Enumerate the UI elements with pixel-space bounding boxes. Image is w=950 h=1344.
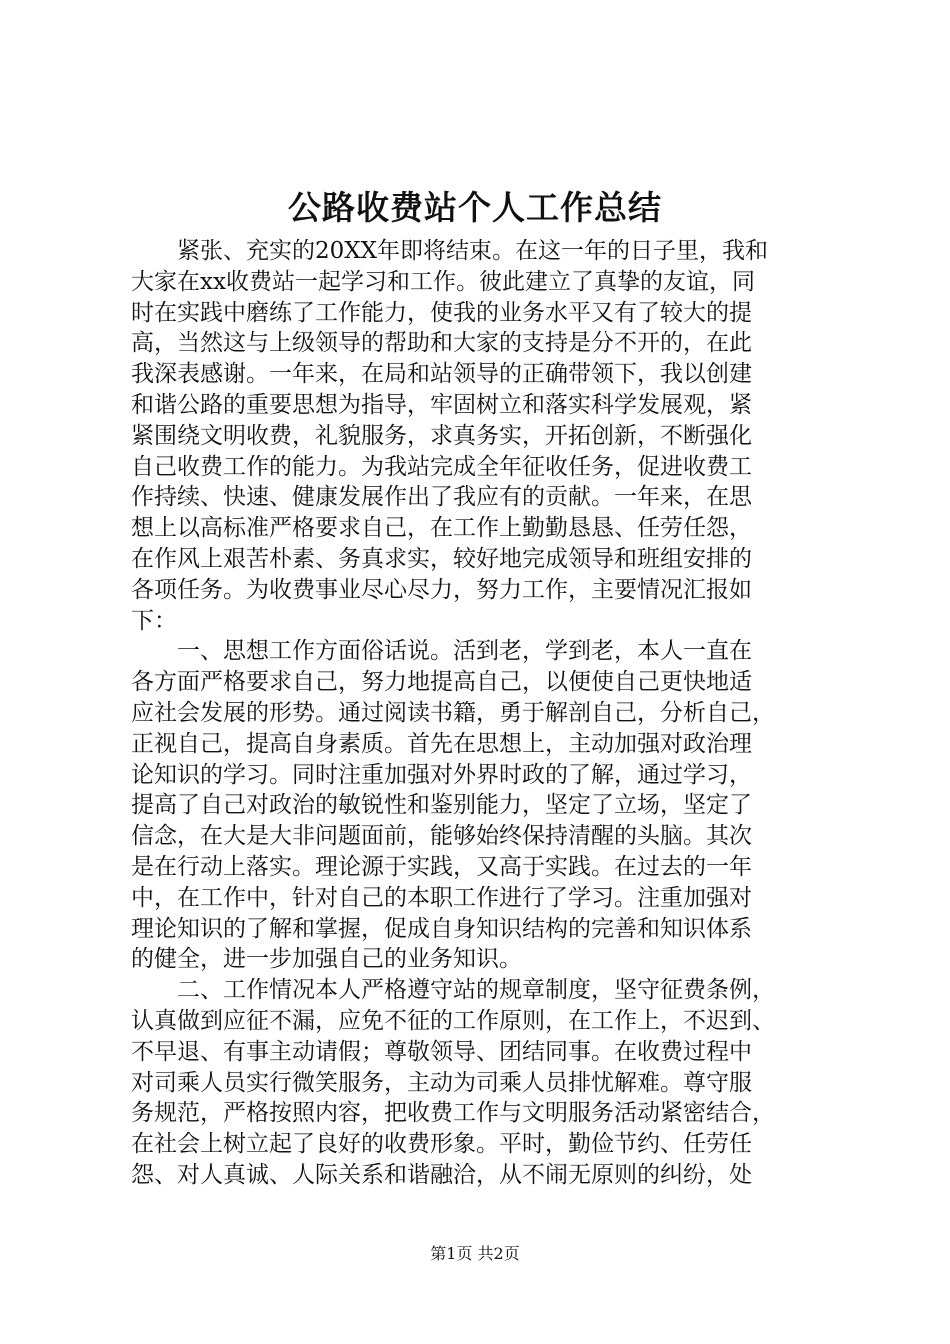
body-line: 的健全，进一步加强自己的业务知识。 (131, 946, 522, 973)
body-line: 二、工作情况本人严格遵守站的规章制度，坚守征费条例， (131, 977, 775, 1004)
body-line: 中，在工作中，针对自己的本职工作进行了学习。注重加强对 (131, 884, 752, 911)
body-line: 一、思想工作方面俗话说。活到老，学到老，本人一直在 (131, 638, 752, 665)
body-line: 和谐公路的重要思想为指导，牢固树立和落实科学发展观，紧 (131, 391, 752, 418)
body-line: 各项任务。为收费事业尽心尽力，努力工作，主要情况汇报如 (131, 576, 752, 603)
body-line: 高，当然这与上级领导的帮助和大家的支持是分不开的，在此 (131, 330, 752, 357)
body-line: 在作风上艰苦朴素、务真求实，较好地完成领导和班组安排的 (131, 545, 752, 572)
body-line: 紧张、充实的20XX年即将结束。在这一年的日子里，我和 (131, 238, 769, 264)
body-line: 理论知识的了解和掌握，促成自身知识结构的完善和知识体系 (131, 915, 752, 942)
page-footer: 第1页 共2页 (430, 1244, 520, 1263)
document-title: 公路收费站个人工作总结 (288, 188, 662, 227)
body-line: 提高了自己对政治的敏锐性和鉴别能力，坚定了立场，坚定了 (131, 792, 752, 819)
body-line: 对司乘人员实行微笑服务，主动为司乘人员排忧解难。尊守服 (131, 1069, 752, 1096)
body-line: 下： (131, 607, 177, 634)
body-line: 我深表感谢。一年来，在局和站领导的正确带领下，我以创建 (131, 361, 752, 388)
body-line: 认真做到应征不漏，应免不征的工作原则，在工作上，不迟到、 (131, 1007, 775, 1034)
body-line: 时在实践中磨练了工作能力，使我的业务水平又有了较大的提 (131, 299, 752, 326)
body-line: 自己收费工作的能力。为我站完成全年征收任务，促进收费工 (131, 453, 752, 480)
body-line: 大家在xx收费站一起学习和工作。彼此建立了真挚的友谊，同 (131, 268, 755, 295)
document-body (131, 236, 831, 1191)
body-line: 作持续、快速、健康发展作出了我应有的贡献。一年来，在思 (131, 484, 752, 511)
body-line: 不早退、有事主动请假；尊敬领导、团结同事。在收费过程中 (131, 1038, 752, 1065)
body-line: 信念，在大是大非问题面前，能够始终保持清醒的头脑。其次 (131, 823, 752, 850)
body-line: 在社会上树立起了良好的收费形象。平时，勤俭节约、任劳任 (131, 1131, 752, 1158)
body-line: 紧围绕文明收费，礼貌服务，求真务实，开拓创新，不断强化 (131, 422, 752, 449)
body-line: 正视自己，提高自身素质。首先在思想上，主动加强对政治理 (131, 730, 752, 757)
body-line: 应社会发展的形势。通过阅读书籍，勇于解剖自己，分析自己， (131, 699, 775, 726)
body-line: 务规范，严格按照内容，把收费工作与文明服务活动紧密结合， (131, 1100, 775, 1127)
body-line: 是在行动上落实。理论源于实践，又高于实践。在过去的一年 (131, 853, 752, 880)
body-line: 各方面严格要求自己，努力地提高自己，以便使自己更快地适 (131, 669, 752, 696)
body-line: 想上以高标准严格要求自己，在工作上勤勤恳恳、任劳任怨， (131, 515, 752, 542)
body-line: 怨、对人真诚、人际关系和谐融洽，从不闹无原则的纠纷，处 (131, 1161, 752, 1188)
body-line: 论知识的学习。同时注重加强对外界时政的了解，通过学习， (131, 761, 752, 788)
